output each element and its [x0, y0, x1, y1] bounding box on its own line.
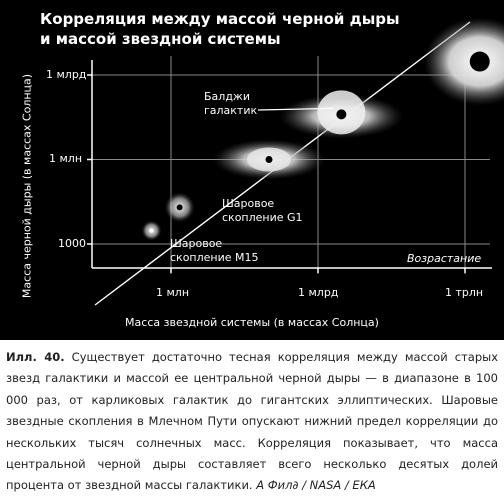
- figure-caption: [6, 347, 498, 497]
- x-tick-label-1mn: 1 млн: [156, 286, 190, 299]
- point-giant-elliptical: [424, 18, 504, 106]
- annotation-galaxy-bulges: Балджи галактик: [204, 90, 258, 117]
- annotation-cluster-m15: Шаровое скопление M15: [170, 237, 259, 264]
- caption-credit: А Фил∂ / NASA / ЕКА: [256, 478, 376, 493]
- trend-label: Возрастание: [407, 252, 482, 265]
- giant-elliptical-hole: [470, 52, 490, 72]
- point-cluster-m15: [142, 221, 162, 241]
- cluster-g1-hole: [177, 204, 183, 210]
- caption-text: Существует достаточно тесная корреляция между массой старых звезд галактики и массой ее центральной черной дыры — в диапазоне в 100 000 раз, от карликовых галактик до гигантских эллиптических. Шаровые звездные скопления в Млечном Пути опускают нижний предел корреляции до нескольких тысяч солнечных масс. Корреляция показывает, что масса центральной черной дыры составляет всего несколько десятых долей процента от звездной массы галактики.: [6, 350, 499, 493]
- x-axis-label: Масса звездной системы (в массах Солнца): [125, 316, 379, 329]
- cluster-m15-core: [149, 228, 153, 232]
- y-axis-label: Масса черной дыры (в массах Солнца): [20, 73, 34, 299]
- chart-title-line-2: и массой звездной системы: [40, 30, 281, 48]
- giant-elliptical-halo: [424, 18, 504, 106]
- galaxy-small-hole: [266, 156, 273, 163]
- point-cluster-g1: [165, 192, 195, 222]
- caption-figure-label: Илл. 40.: [6, 350, 65, 364]
- y-tick-label-1mn: 1 млн: [49, 152, 83, 165]
- x-tick-label-1bn: 1 млрд: [298, 286, 339, 299]
- annotation-cluster-g1: Шаровое скопление G1: [222, 197, 303, 224]
- galaxy-bulge-hole: [336, 109, 346, 119]
- x-tick-label-1tn: 1 трлн: [445, 286, 484, 299]
- y-tick-label-1000: 1000: [58, 237, 86, 250]
- chart-title-line-1: Корреляция между массой черной дыры: [40, 10, 400, 28]
- point-galaxy-bulge: [279, 90, 403, 138]
- point-galaxy-small: [213, 140, 325, 180]
- y-tick-label-1bn: 1 млрд: [46, 68, 87, 81]
- marks-layer: [142, 18, 504, 241]
